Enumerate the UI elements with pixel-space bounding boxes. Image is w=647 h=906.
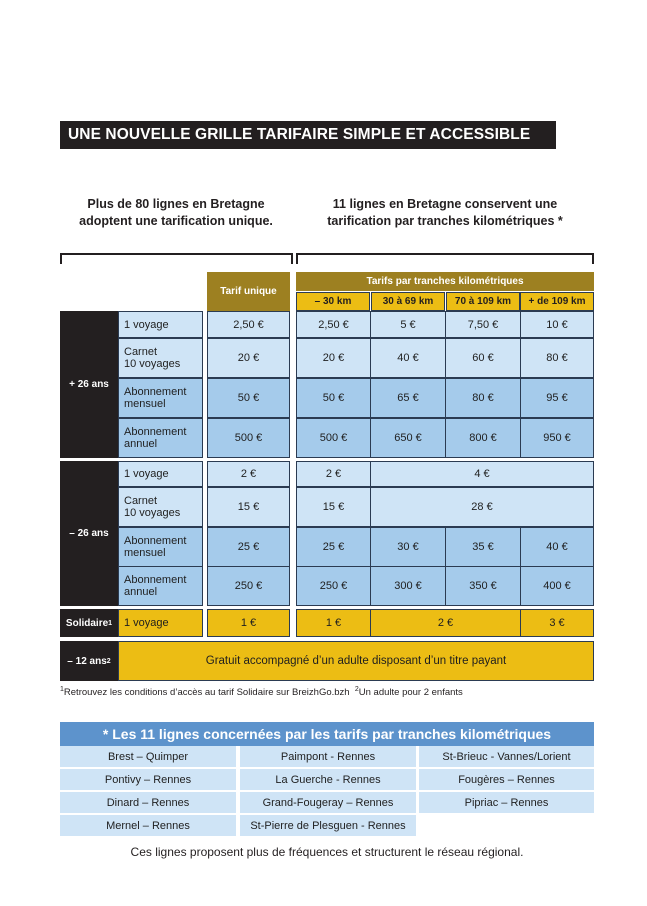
price-cell: 35 € (445, 527, 521, 567)
footnote-1-num: 1 (60, 686, 64, 693)
route-item: La Guerche - Rennes (240, 769, 416, 790)
route-item: Grand-Fougeray – Rennes (240, 792, 416, 813)
page-title: UNE NOUVELLE GRILLE TARIFAIRE SIMPLE ET ACCESSIBLE (60, 121, 556, 149)
header-band-1: – 30 km (296, 292, 370, 311)
price-cell: 20 € (296, 338, 371, 378)
price-cell: 40 € (520, 527, 594, 567)
group-moins-12 (60, 641, 118, 681)
row-label-line2: annuel (124, 586, 158, 598)
group-plus-26: + 26 ans (60, 311, 118, 458)
header-band-4: + de 109 km (520, 292, 594, 311)
price-cell: 400 € (520, 566, 594, 606)
row-label-line1: Carnet (124, 495, 158, 507)
price-cell: 60 € (445, 338, 521, 378)
price-cell: 10 € (520, 311, 594, 338)
group-solidaire (60, 609, 118, 637)
solidaire-label: Solidaire (65, 617, 109, 629)
price-cell: 30 € (370, 527, 446, 567)
row-label (118, 487, 203, 527)
price-cell: 50 € (207, 378, 290, 418)
price-cell: 80 € (445, 378, 521, 418)
price-cell: 15 € (296, 487, 371, 527)
price-cell: 7,50 € (445, 311, 521, 338)
row-label-line1: Abonnement (124, 386, 187, 398)
route-item: Paimpont - Rennes (240, 746, 416, 767)
moins12-sup: 2 (106, 657, 111, 665)
intro-left (60, 196, 292, 230)
price-cell: 25 € (296, 527, 371, 567)
header-band-3: 70 à 109 km (446, 292, 520, 311)
route-item: Dinard – Rennes (60, 792, 236, 813)
header-band-2: 30 à 69 km (371, 292, 445, 311)
price-cell: 350 € (445, 566, 521, 606)
route-item: Brest – Quimper (60, 746, 236, 767)
price-cell: 65 € (370, 378, 446, 418)
footnote-1: Retrouvez les conditions d’accès au tarif Solidaire sur BreizhGo.bzh (63, 687, 350, 699)
bracket-right (296, 253, 594, 264)
row-label (118, 338, 203, 378)
route-item: Fougères – Rennes (419, 769, 594, 790)
price-cell: 2 € (207, 461, 290, 487)
row-label-text: 1 voyage (124, 617, 169, 629)
intro-right (296, 196, 594, 230)
row-label (118, 609, 203, 637)
row-label-line1: Abonnement (124, 574, 187, 586)
footnote-2: Un adulte pour 2 enfants (358, 687, 463, 699)
row-label-line2: 10 voyages (124, 358, 181, 370)
header-tarif-unique: Tarif unique (207, 272, 290, 311)
price-cell: 25 € (207, 527, 290, 567)
moins12-label: – 12 ans (67, 655, 107, 667)
row-label (118, 311, 203, 338)
price-cell: 2 € (296, 461, 371, 487)
price-cell: 50 € (296, 378, 371, 418)
price-cell: 2,50 € (296, 311, 371, 338)
row-label-text: 1 voyage (124, 318, 169, 331)
intro-right-line2: tarification par tranches kilométriques * (327, 214, 563, 228)
route-item: Mernel – Rennes (60, 815, 236, 836)
price-cell: 20 € (207, 338, 290, 378)
price-cell: 950 € (520, 418, 594, 458)
row-label (118, 461, 203, 487)
price-cell: 3 € (520, 609, 594, 637)
price-cell: 250 € (207, 566, 290, 606)
price-cell-merged: 4 € (370, 461, 594, 487)
intro-left-line1: Plus de 80 lignes en Bretagne (87, 197, 265, 211)
route-item: St-Brieuc - Vannes/Lorient (419, 746, 594, 767)
price-cell: 80 € (520, 338, 594, 378)
row-label (118, 566, 203, 606)
route-item: Pontivy – Rennes (60, 769, 236, 790)
price-cell: 15 € (207, 487, 290, 527)
row-label (118, 527, 203, 567)
price-cell: 250 € (296, 566, 371, 606)
solidaire-sup: 1 (108, 619, 113, 627)
footnote-2-num: 2 (354, 686, 359, 693)
row-label-line2: mensuel (124, 547, 166, 559)
intro-left-line2: adoptent une tarification unique. (79, 214, 273, 228)
route-item: Pipriac – Rennes (419, 792, 594, 813)
price-cell: 300 € (370, 566, 446, 606)
row-label (118, 418, 203, 458)
price-cell: 1 € (207, 609, 290, 637)
price-cell: 1 € (296, 609, 371, 637)
row-label (118, 378, 203, 418)
bracket-left (60, 253, 293, 264)
row-label-line2: 10 voyages (124, 507, 181, 519)
price-cell: 2,50 € (207, 311, 290, 338)
row-label-line2: mensuel (124, 398, 166, 410)
lines-heading: * Les 11 lignes concernées par les tarifs par tranches kilométriques (60, 722, 594, 746)
row-label-text: 1 voyage (124, 468, 169, 480)
lines-footer: Ces lignes proposent plus de fréquences et structurent le réseau régional. (130, 845, 524, 859)
price-cell: 40 € (370, 338, 446, 378)
price-cell: 650 € (370, 418, 446, 458)
header-tranches: Tarifs par tranches kilométriques (296, 272, 594, 291)
route-item: St-Pierre de Plesguen - Rennes (240, 815, 416, 836)
row-label-line2: annuel (124, 438, 158, 450)
row-label-line1: Abonnement (124, 535, 187, 547)
price-cell-merged: 2 € (370, 609, 521, 637)
price-cell: 500 € (207, 418, 290, 458)
price-cell: 800 € (445, 418, 521, 458)
price-cell: 5 € (370, 311, 446, 338)
intro-right-line1: 11 lignes en Bretagne conservent une (332, 197, 558, 211)
row-label-line1: Abonnement (124, 426, 187, 438)
footnotes (60, 686, 600, 698)
group-moins-26: – 26 ans (60, 461, 118, 606)
free-under-12: Gratuit accompagné d’un adulte disposant d’un titre payant (118, 641, 594, 681)
price-cell: 95 € (520, 378, 594, 418)
price-cell: 500 € (296, 418, 371, 458)
row-label-line1: Carnet (124, 346, 158, 358)
price-cell-merged: 28 € (370, 487, 594, 527)
